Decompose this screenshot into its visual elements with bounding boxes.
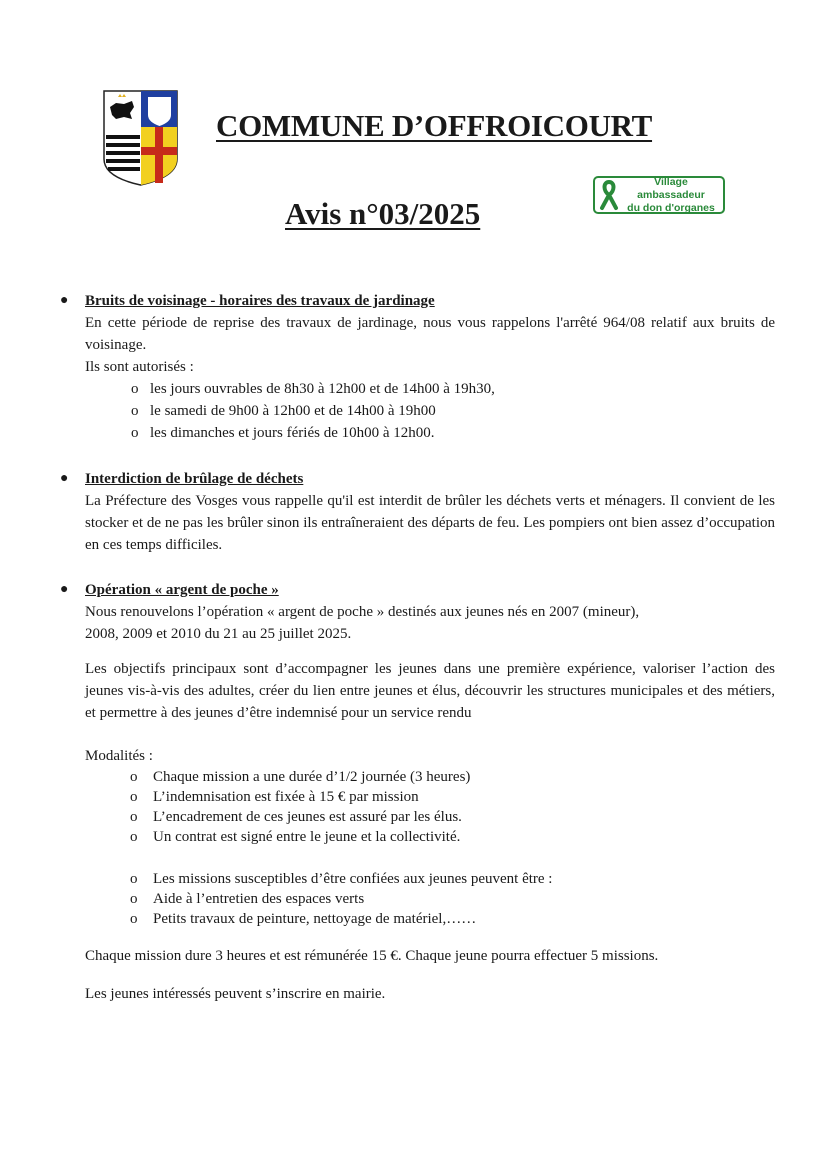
modalites-label: Modalités :: [85, 748, 153, 764]
bullet: ●: [60, 582, 69, 597]
list-item: o le samedi de 9h00 à 12h00 et de 14h00 à 19h00: [131, 403, 436, 419]
bullet: ●: [60, 293, 69, 308]
section-heading: Opération « argent de poche »: [85, 582, 279, 598]
objectives-paragraph: Les objectifs principaux sont d’accompagner les jeunes dans une première expérience, valoriser l’action des jeunes vis-à-vis des adultes, créer du lien entre jeunes et élus, découvrir les structures municipales et des métiers, et permettre à des jeunes d’être indemnisé pour un service rendu: [85, 661, 775, 721]
list-item-text: le samedi de 9h00 à 12h00 et de 14h00 à 19h00: [150, 403, 436, 419]
bullet: ●: [60, 471, 69, 486]
list-item: o Aide à l’entretien des espaces verts: [130, 891, 365, 907]
list-item: o L’indemnisation est fixée à 15 € par mission: [130, 789, 419, 805]
commune-title: COMMUNE D’OFFROICOURT: [216, 108, 653, 143]
badge-line: du don d'organes: [627, 201, 715, 214]
badge-text: [623, 176, 719, 215]
section-paragraph: La Préfecture des Vosges vous rappelle qu'il est interdit de brûler les déchets verts et ménagers. Il convient de les stocker et de ne pas les brûler sinon ils entraîneraient des départs de feu. Les pompiers ont bien assez d’occupation en ces temps difficiles.: [85, 493, 775, 553]
list-item-text: Aide à l’entretien des espaces verts: [153, 891, 365, 907]
list-item: o Petits travaux de peinture, nettoyage de matériel,……: [130, 911, 477, 927]
list-item: o Chaque mission a une durée d’1/2 journée (3 heures): [130, 769, 471, 785]
section-pocket-money: [0, 579, 827, 767]
list-item-text: Chaque mission a une durée d’1/2 journée (3 heures): [153, 769, 471, 785]
list-item: o les jours ouvrables de 8h30 à 12h00 et de 14h00 à 19h30,: [131, 381, 495, 397]
list-item-text: Les missions susceptibles d’être confiées aux jeunes peuvent être :: [153, 871, 553, 887]
section-heading: Bruits de voisinage - horaires des travaux de jardinage: [85, 293, 435, 309]
notice-number: Avis n°03/2025: [285, 196, 481, 231]
section-line: Nous renouvelons l’opération « argent de poche » destinés aux jeunes nés en 2007 (mineur),: [85, 604, 640, 620]
list-item: o L’encadrement de ces jeunes est assuré par les élus.: [130, 809, 462, 825]
section-paragraph: En cette période de reprise des travaux de jardinage, nous vous rappelons l'arrêté 964/08 relatif aux bruits de voisinage.: [85, 315, 775, 353]
list-item-text: L’indemnisation est fixée à 15 € par mission: [153, 789, 419, 805]
summary-line: Chaque mission dure 3 heures et est rémunérée 15 €. Chaque jeune pourra effectuer 5 missions.: [85, 948, 659, 964]
section-intro: Ils sont autorisés :: [85, 359, 194, 375]
section-noise: [0, 290, 827, 378]
coat-of-arms-logo: [102, 89, 179, 187]
list-item: o Un contrat est signé entre le jeune et la collectivité.: [130, 829, 461, 845]
list-item: o Les missions susceptibles d’être confiées aux jeunes peuvent être :: [130, 871, 553, 887]
ribbon-icon: [599, 179, 619, 211]
badge-line: Village ambassadeur: [637, 175, 705, 201]
list-item-text: Petits travaux de peinture, nettoyage de matériel,……: [153, 911, 477, 927]
list-item-text: L’encadrement de ces jeunes est assuré par les élus.: [153, 809, 462, 825]
section-heading: Interdiction de brûlage de déchets: [85, 471, 304, 487]
section-line: 2008, 2009 et 2010 du 21 au 25 juillet 2025.: [85, 626, 352, 642]
list-item-text: les dimanches et jours fériés de 10h00 à 12h00.: [150, 425, 435, 441]
list-item-text: les jours ouvrables de 8h30 à 12h00 et de 14h00 à 19h30,: [150, 381, 495, 397]
list-item-text: Un contrat est signé entre le jeune et la collectivité.: [153, 829, 461, 845]
notice-body: [0, 290, 827, 1005]
section-burning: [0, 468, 827, 556]
organ-donation-badge: [593, 176, 725, 214]
closing-line: Les jeunes intéressés peuvent s’inscrire en mairie.: [85, 986, 386, 1002]
list-item: o les dimanches et jours fériés de 10h00 à 12h00.: [131, 425, 435, 441]
